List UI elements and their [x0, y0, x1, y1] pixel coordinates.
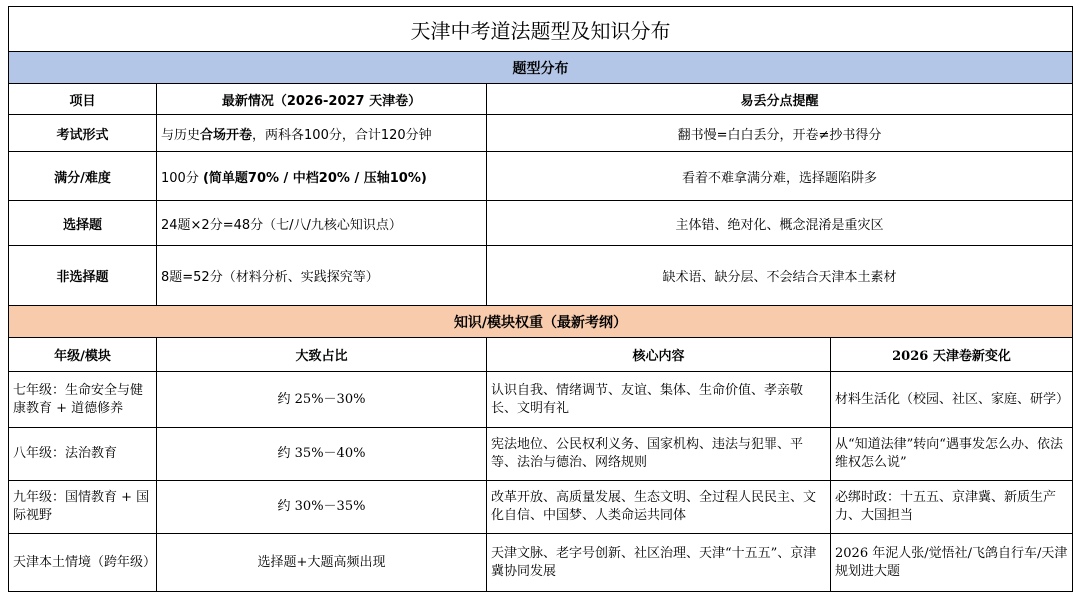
header-latest-info: 最新情况（2026-2027 天津卷）: [157, 84, 487, 115]
section1-header-row: [9, 84, 1073, 115]
row-module: 天津本土情境（跨年级）: [9, 534, 157, 592]
row-tip: 翻书慢=白白丢分，开卷≠抄书得分: [487, 115, 1073, 152]
section-band-knowledge-weights: 知识/模块权重（最新考纲）: [9, 306, 1073, 338]
row-tip: 看着不难拿满分难，选择题陷阱多: [487, 152, 1073, 201]
section-band-question-types: 题型分布: [9, 52, 1073, 84]
header-tips: 易丢分点提醒: [487, 84, 1073, 115]
row-content: 天津文脉、老字号创新、社区治理、天津“十五五”、京津冀协同发展: [487, 534, 831, 592]
table-row: [9, 201, 1073, 246]
row-share: 约 35%－40%: [157, 428, 487, 481]
row-module: 八年级：法治教育: [9, 428, 157, 481]
table-row: [9, 534, 1073, 592]
header-item: 项目: [9, 84, 157, 115]
row-tip: 缺术语、缺分层、不会结合天津本土素材: [487, 246, 1073, 306]
row-info: 24题×2分=48分（七/八/九核心知识点）: [157, 201, 487, 246]
row-share: 约 25%－30%: [157, 372, 487, 428]
row-content: 改革开放、高质量发展、生态文明、全过程人民民主、文化自信、中国梦、人类命运共同体: [487, 481, 831, 534]
header-content: 核心内容: [487, 338, 831, 372]
row-share: 选择题+大题高频出现: [157, 534, 487, 592]
row-content: 认识自我、情绪调节、友谊、集体、生命价值、孝亲敬长、文明有礼: [487, 372, 831, 428]
header-new-change: 2026 天津卷新变化: [831, 338, 1073, 372]
row-info: 与历史合场开卷，两科各100分，合计120分钟: [157, 115, 487, 152]
table-row: [9, 428, 1073, 481]
row-item: 非选择题: [9, 246, 157, 306]
table-row: [9, 372, 1073, 428]
row-change: 必绑时政：十五五、京津冀、新质生产力、大国担当: [831, 481, 1073, 534]
row-info: 8题=52分（材料分析、实践探究等）: [157, 246, 487, 306]
row-item: 选择题: [9, 201, 157, 246]
page-title: 天津中考道法题型及知识分布: [9, 7, 1073, 52]
row-module: 九年级：国情教育 + 国际视野: [9, 481, 157, 534]
header-module: 年级/模块: [9, 338, 157, 372]
row-content: 宪法地位、公民权利义务、国家机构、违法与犯罪、平等、法治与德治、网络规则: [487, 428, 831, 481]
row-share: 约 30%－35%: [157, 481, 487, 534]
row-item: 满分/难度: [9, 152, 157, 201]
row-change: 材料生活化（校园、社区、家庭、研学）: [831, 372, 1073, 428]
section2-header-row: [9, 338, 1073, 372]
row-change: 2026 年泥人张/觉悟社/飞鸽自行车/天津规划进大题: [831, 534, 1073, 592]
row-item: 考试形式: [9, 115, 157, 152]
table-row: [9, 115, 1073, 152]
row-info: 100分 (简单题70% / 中档20% / 压轴10%): [157, 152, 487, 201]
table-row: [9, 481, 1073, 534]
knowledge-table: [8, 6, 1072, 602]
row-module: 七年级：生命安全与健康教育 + 道德修养: [9, 372, 157, 428]
table-row: [9, 152, 1073, 201]
row-change: 从“知道法律”转向“遇事发怎么办、依法维权怎么说”: [831, 428, 1073, 481]
row-tip: 主体错、绝对化、概念混淆是重灾区: [487, 201, 1073, 246]
table-row: [9, 246, 1073, 306]
header-share: 大致占比: [157, 338, 487, 372]
main-table: [8, 6, 1073, 592]
